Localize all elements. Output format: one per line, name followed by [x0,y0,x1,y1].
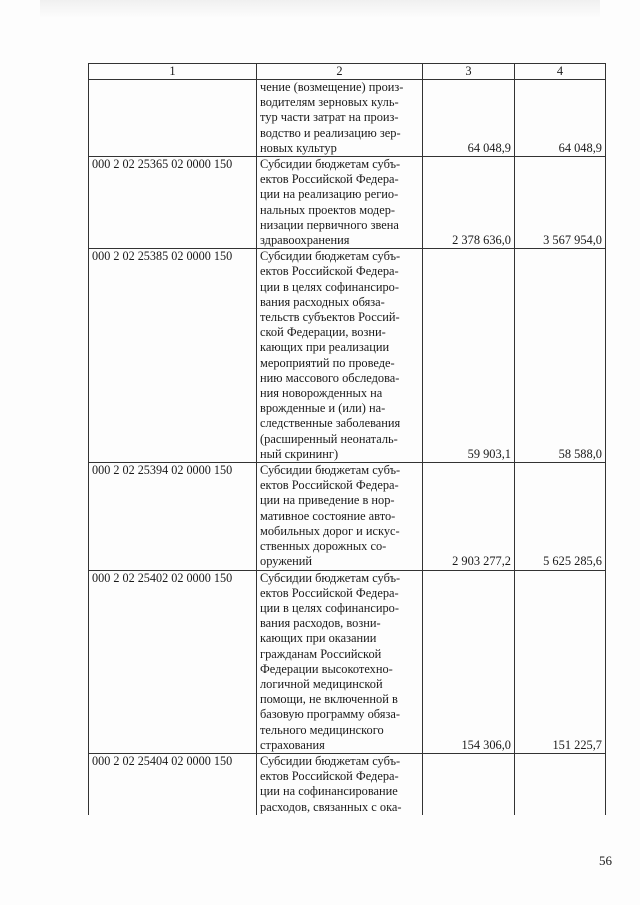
description-line: мероприятий по проведе- [260,355,395,370]
description-line: Субсидии бюджетам субъ- [260,249,401,264]
amount-col-3 [423,753,515,814]
kbk-code [89,80,257,157]
income-description [257,463,423,570]
income-description [257,570,423,753]
description-line: ции на софинансирование [260,784,398,799]
amount-col-4 [515,753,606,814]
description-line: новых культур [260,140,337,155]
description-line: расходов, связанных с ока- [260,799,402,814]
income-description [257,157,423,249]
kbk-code: 000 2 02 25404 02 0000 150 [89,753,257,814]
description-line: кающих при реализации [260,340,390,355]
kbk-code: 000 2 02 25365 02 0000 150 [89,157,257,249]
description-line: тур части затрат на произ- [260,110,399,125]
description-line: врожденные и (или) на- [260,401,386,416]
description-line: базовую программу обяза- [260,707,400,722]
description-line: ственных дорожных со- [260,539,387,554]
description-line: Субсидии бюджетам субъ- [260,463,401,478]
table-row [89,80,606,157]
description-line: (расширенный неонаталь- [260,431,398,446]
description-line: ния новорожденных на [260,386,383,401]
income-description [257,249,423,463]
description-line: ской Федерации, возни- [260,325,386,340]
description-line: оружений [260,554,313,569]
description-line: ектов Российской Федера- [260,264,399,279]
description-line: тельств субъектов Россий- [260,310,400,325]
table-row [89,249,606,463]
description-line: ции в целях софинансиро- [260,600,400,615]
header-col-3: 3 [423,64,515,80]
header-col-4: 4 [515,64,606,80]
description-line: здравоохранения [260,233,350,248]
income-description [257,753,423,814]
description-line: вания расходов, возни- [260,616,381,631]
kbk-code: 000 2 02 25402 02 0000 150 [89,570,257,753]
header-row [89,64,606,80]
header-col-2: 2 [257,64,423,80]
description-line: ции в целях софинансиро- [260,279,400,294]
description-line: логичной медицинской [260,676,383,691]
table-row [89,157,606,249]
description-line: Субсидии бюджетам субъ- [260,157,401,172]
description-line: Субсидии бюджетам субъ- [260,753,401,768]
description-line: мативное состояние авто- [260,508,396,523]
amount-col-3: 2 903 277,2 [423,463,515,570]
description-line: помощи, не включенной в [260,692,398,707]
kbk-code: 000 2 02 25394 02 0000 150 [89,463,257,570]
description-line: гражданам Российской [260,646,382,661]
description-line: нальных проектов модер- [260,202,396,217]
amount-col-4: 5 625 285,6 [515,463,606,570]
description-line: водство и реализацию зер- [260,125,401,140]
description-line: Субсидии бюджетам субъ- [260,570,401,585]
header-col-1: 1 [89,64,257,80]
table-row [89,463,606,570]
description-line: низации первичного звена [260,217,399,232]
description-line: тельного медицинского [260,722,384,737]
page-number: 56 [599,853,612,868]
description-line: мобильных дорог и искус- [260,523,400,538]
description-line: Федерации высокотехно- [260,661,393,676]
description-line: нию массового обследова- [260,370,400,385]
amount-col-4: 151 225,7 [515,570,606,753]
description-line: вания расходных обяза- [260,294,385,309]
table-row [89,753,606,814]
description-line: следственные заболевания [260,416,401,431]
description-line: ции на реализацию регио- [260,187,399,202]
description-line: страхования [260,737,325,752]
budget-table [88,63,606,815]
amount-col-3: 2 378 636,0 [423,157,515,249]
kbk-code: 000 2 02 25385 02 0000 150 [89,249,257,463]
description-line: водителям зерновых куль- [260,95,399,110]
description-line: ектов Российской Федера- [260,478,399,493]
description-line: ции на приведение в нор- [260,493,395,508]
amount-col-3: 154 306,0 [423,570,515,753]
description-line: ный скрининг) [260,446,339,461]
amount-col-4: 64 048,9 [515,80,606,157]
amount-col-3: 64 048,9 [423,80,515,157]
description-line: ектов Российской Федера- [260,769,399,784]
income-description [257,80,423,157]
description-line: ектов Российской Федера- [260,172,399,187]
description-line: кающих при оказании [260,631,377,646]
scan-edge [40,0,600,18]
description-line: ектов Российской Федера- [260,585,399,600]
amount-col-3: 59 903,1 [423,249,515,463]
amount-col-4: 3 567 954,0 [515,157,606,249]
description-line: чение (возмещение) произ- [260,80,404,94]
table-row [89,570,606,753]
amount-col-4: 58 588,0 [515,249,606,463]
